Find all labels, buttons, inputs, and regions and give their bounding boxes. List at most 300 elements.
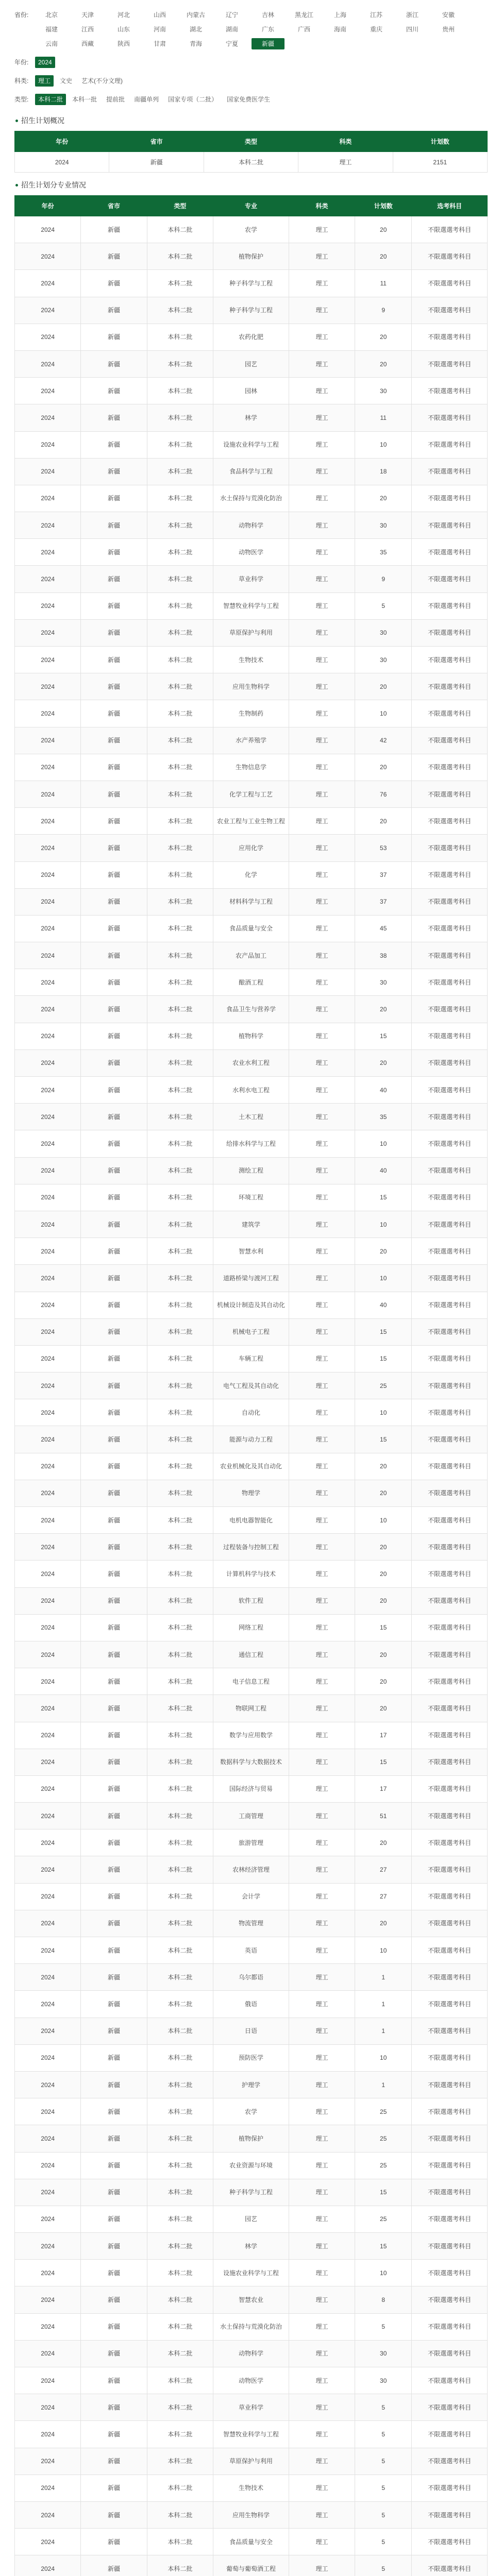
table-cell: 本科二批 <box>147 1695 213 1722</box>
table-cell: 农药化肥 <box>213 324 289 350</box>
table-cell: 本科二批 <box>147 1561 213 1587</box>
table-cell: 本科二批 <box>147 1991 213 2018</box>
table-cell: 计算机科学与技术 <box>213 1561 289 1587</box>
province-option[interactable]: 河北 <box>117 11 130 19</box>
table-cell: 76 <box>355 781 412 807</box>
table-cell: 不限選選考科目 <box>412 754 488 781</box>
table-cell: 农业资源与环境 <box>213 2152 289 2179</box>
table-cell: 45 <box>355 915 412 942</box>
table-cell: 理工 <box>289 700 355 727</box>
table-cell: 20 <box>355 1668 412 1695</box>
table-cell: 不限選選考科目 <box>412 2394 488 2421</box>
table-cell: 本科二批 <box>147 1104 213 1130</box>
province-options <box>35 9 488 53</box>
province-option[interactable]: 内蒙古 <box>186 11 205 19</box>
table-cell: 2024 <box>15 1077 81 1104</box>
table-cell: 不限選選考科目 <box>412 2206 488 2232</box>
table-cell: 37 <box>355 861 412 888</box>
table-row <box>15 2501 488 2528</box>
table-cell: 理工 <box>289 297 355 324</box>
table-row <box>15 270 488 297</box>
table-row <box>15 350 488 377</box>
table-cell: 本科二批 <box>147 942 213 969</box>
table-cell: 本科二批 <box>147 1292 213 1318</box>
table-cell: 本科二批 <box>147 2367 213 2394</box>
table-cell: 日语 <box>213 2018 289 2044</box>
table-cell: 道路桥梁与渡河工程 <box>213 1265 289 1292</box>
table-cell: 20 <box>355 1641 412 1668</box>
table-cell: 不限選選考科目 <box>412 861 488 888</box>
table-cell: 本科二批 <box>147 2421 213 2448</box>
table-row <box>15 2260 488 2286</box>
table-cell: 理工 <box>289 2125 355 2152</box>
table-cell: 20 <box>355 216 412 243</box>
table-cell: 本科二批 <box>147 1077 213 1104</box>
table-cell: 本科二批 <box>147 1049 213 1076</box>
province-option[interactable]: 辽宁 <box>225 11 238 19</box>
table-cell: 新疆 <box>81 1775 147 1802</box>
table-row <box>15 969 488 996</box>
table-cell: 理工 <box>289 619 355 646</box>
table-cell: 不限選選考科目 <box>412 1426 488 1453</box>
table-cell: 本科二批 <box>147 1130 213 1157</box>
table-cell: 本科二批 <box>147 2475 213 2501</box>
table-cell: 给排水科学与工程 <box>213 1130 289 1157</box>
table-cell: 水利水电工程 <box>213 1077 289 1104</box>
table-row <box>15 243 488 270</box>
table-cell: 本科二批 <box>147 1184 213 1211</box>
table-cell: 不限選選考科目 <box>412 1077 488 1104</box>
table-cell: 新疆 <box>81 539 147 566</box>
table-cell: 2024 <box>15 539 81 566</box>
table-cell: 理工 <box>289 2233 355 2260</box>
province-option[interactable]: 宁夏 <box>225 40 238 47</box>
province-option[interactable]: 福建 <box>45 26 58 33</box>
table-cell: 不限選選考科目 <box>412 485 488 512</box>
table-cell: 理工 <box>289 378 355 404</box>
table-cell: 电气工程及其自动化 <box>213 1372 289 1399</box>
table-cell: 不限選選考科目 <box>412 700 488 727</box>
plan-table <box>14 131 488 173</box>
table-cell: 电子信息工程 <box>213 1668 289 1695</box>
table-cell: 农学 <box>213 2098 289 2125</box>
table-cell: 10 <box>355 1211 412 1238</box>
table-row <box>15 1910 488 1937</box>
table-cell: 理工 <box>289 2286 355 2313</box>
table-cell: 25 <box>355 1372 412 1399</box>
table-cell: 不限選選考科目 <box>412 781 488 807</box>
table-cell: 20 <box>355 996 412 1023</box>
table-cell: 2024 <box>15 2206 81 2232</box>
table-cell: 园林 <box>213 378 289 404</box>
table-cell: 新疆 <box>81 1238 147 1265</box>
table-cell: 2024 <box>15 485 81 512</box>
table-cell: 20 <box>355 1829 412 1856</box>
table-cell: 理工 <box>289 969 355 996</box>
table-cell: 2024 <box>15 1964 81 1991</box>
table-row <box>15 324 488 350</box>
table-cell: 本科二批 <box>147 2018 213 2044</box>
table-cell: 30 <box>355 619 412 646</box>
table-cell: 2024 <box>15 1803 81 1829</box>
table-cell: 20 <box>355 808 412 835</box>
table-cell: 新疆 <box>81 915 147 942</box>
table-cell: 1 <box>355 1964 412 1991</box>
province-option[interactable]: 陕西 <box>117 40 130 47</box>
table-cell: 本科二批 <box>147 1641 213 1668</box>
type-filter <box>14 94 488 108</box>
table-cell: 理工 <box>289 243 355 270</box>
table-row <box>15 1480 488 1506</box>
table-cell: 理工 <box>289 861 355 888</box>
table-cell: 2024 <box>15 2340 81 2367</box>
table-cell: 新疆 <box>81 297 147 324</box>
table-cell: 测绘工程 <box>213 1157 289 1184</box>
table-cell: 2024 <box>15 1749 81 1775</box>
province-option[interactable]: 青海 <box>189 40 202 47</box>
province-option[interactable]: 江苏 <box>370 11 382 19</box>
type-option[interactable]: 本科二批 <box>35 94 66 105</box>
table-cell: 42 <box>355 727 412 754</box>
table-row <box>15 297 488 324</box>
table-cell: 30 <box>355 2340 412 2367</box>
table-cell: 2024 <box>15 1695 81 1722</box>
table-cell: 本科二批 <box>147 1426 213 1453</box>
province-option[interactable]: 吉林 <box>261 11 274 19</box>
table-cell: 草原保护与利用 <box>213 619 289 646</box>
table-cell: 园艺 <box>213 350 289 377</box>
table-cell: 2024 <box>15 1157 81 1184</box>
table-cell: 本科二批 <box>147 566 213 592</box>
table-cell: 2024 <box>15 861 81 888</box>
table-cell: 理工 <box>289 1049 355 1076</box>
table-cell: 不限選選考科目 <box>412 2152 488 2179</box>
province-option[interactable]: 安徽 <box>442 11 455 19</box>
table-row <box>15 2313 488 2340</box>
province-option[interactable]: 新疆 <box>252 38 285 49</box>
province-option[interactable]: 湖北 <box>189 26 202 33</box>
table-cell: 不限選選考科目 <box>412 216 488 243</box>
table-cell: 生物信息学 <box>213 754 289 781</box>
table-cell: 本科二批 <box>147 378 213 404</box>
table-row <box>15 2098 488 2125</box>
table-cell: 本科二批 <box>147 1587 213 1614</box>
table-cell: 新疆 <box>81 2018 147 2044</box>
table-cell: 本科二批 <box>147 1265 213 1292</box>
table-cell: 本科二批 <box>147 1318 213 1345</box>
table-cell: 不限選選考科目 <box>412 1211 488 1238</box>
table-cell: 机械电子工程 <box>213 1318 289 1345</box>
table-cell: 5 <box>355 2475 412 2501</box>
table-row <box>15 647 488 673</box>
table-cell: 新疆 <box>81 1991 147 2018</box>
table-cell: 不限選選考科目 <box>412 1345 488 1372</box>
table-cell: 理工 <box>289 350 355 377</box>
table-cell: 理工 <box>289 512 355 539</box>
province-option[interactable]: 重庆 <box>370 26 382 33</box>
table-row <box>15 216 488 243</box>
table-cell: 理工 <box>289 1803 355 1829</box>
table-cell: 新疆 <box>81 1534 147 1561</box>
table-cell: 新疆 <box>81 1049 147 1076</box>
table-cell: 不限選選考科目 <box>412 2071 488 2098</box>
table-cell: 不限選選考科目 <box>412 2018 488 2044</box>
table-cell: 理工 <box>289 1372 355 1399</box>
table-cell: 理工 <box>289 1587 355 1614</box>
table-cell: 理工 <box>289 727 355 754</box>
table-cell: 新疆 <box>81 1937 147 1964</box>
table-cell: 20 <box>355 1238 412 1265</box>
table-cell: 不限選選考科目 <box>412 2179 488 2206</box>
table-cell: 51 <box>355 1803 412 1829</box>
table-cell: 园艺 <box>213 2206 289 2232</box>
table-cell: 理工 <box>289 647 355 673</box>
table-cell: 不限選選考科目 <box>412 1561 488 1587</box>
table-cell: 国际经济与贸易 <box>213 1775 289 1802</box>
table-cell: 2024 <box>15 1211 81 1238</box>
table-cell: 本科二批 <box>147 1480 213 1506</box>
type-option[interactable]: 本科一批 <box>72 96 97 103</box>
table-cell: 新疆 <box>81 1023 147 1049</box>
table-cell: 本科二批 <box>147 673 213 700</box>
plan-header-cell: 年份 <box>15 131 109 152</box>
table-cell: 不限選選考科目 <box>412 673 488 700</box>
table-cell: 理工 <box>289 1318 355 1345</box>
table-row <box>15 1722 488 1749</box>
table-cell: 物理学 <box>213 1480 289 1506</box>
table-cell: 本科二批 <box>147 888 213 915</box>
table-cell: 新疆 <box>109 152 204 173</box>
table-cell: 本科二批 <box>147 1399 213 1426</box>
table-cell: 20 <box>355 1587 412 1614</box>
table-cell: 理工 <box>289 1561 355 1587</box>
table-cell: 新疆 <box>81 1318 147 1345</box>
table-cell: 不限選選考科目 <box>412 2233 488 2260</box>
type-options <box>35 94 488 108</box>
table-cell: 动物科学 <box>213 512 289 539</box>
table-cell: 2024 <box>15 727 81 754</box>
table-cell: 本科二批 <box>147 1775 213 1802</box>
table-cell: 2024 <box>15 673 81 700</box>
table-cell: 种子科学与工程 <box>213 2179 289 2206</box>
table-cell: 理工 <box>289 1910 355 1937</box>
table-cell: 10 <box>355 1507 412 1534</box>
table-cell: 不限選選考科目 <box>412 2098 488 2125</box>
province-option[interactable]: 山东 <box>117 26 130 33</box>
table-cell: 不限選選考科目 <box>412 808 488 835</box>
major-header-cell: 计划数 <box>355 196 412 216</box>
table-cell: 理工 <box>289 673 355 700</box>
table-row <box>15 835 488 861</box>
table-cell: 不限選選考科目 <box>412 647 488 673</box>
province-option[interactable]: 贵州 <box>442 26 455 33</box>
table-row <box>15 1829 488 1856</box>
table-cell: 2024 <box>15 1104 81 1130</box>
table-cell: 不限選選考科目 <box>412 1910 488 1937</box>
province-option[interactable]: 浙江 <box>406 11 419 19</box>
table-cell: 本科二批 <box>147 1211 213 1238</box>
year-options <box>35 57 488 71</box>
table-cell: 18 <box>355 458 412 485</box>
table-cell: 本科二批 <box>147 431 213 458</box>
table-cell: 1 <box>355 2018 412 2044</box>
province-option[interactable]: 四川 <box>406 26 419 33</box>
table-cell: 新疆 <box>81 1480 147 1506</box>
table-cell: 新疆 <box>81 350 147 377</box>
table-cell: 理工 <box>289 1749 355 1775</box>
table-cell: 新疆 <box>81 2152 147 2179</box>
table-cell: 理工 <box>289 2421 355 2448</box>
table-cell: 智慧牧业科学与工程 <box>213 2421 289 2448</box>
table-cell: 新疆 <box>81 1453 147 1480</box>
table-cell: 10 <box>355 700 412 727</box>
table-cell: 新疆 <box>81 647 147 673</box>
table-cell: 2024 <box>15 1399 81 1426</box>
table-cell: 本科二批 <box>147 2448 213 2475</box>
province-option[interactable]: 广东 <box>261 26 274 33</box>
table-cell: 本科二批 <box>147 1964 213 1991</box>
plan-header-cell: 省市 <box>109 131 204 152</box>
table-cell: 本科二批 <box>147 1614 213 1641</box>
province-option[interactable]: 上海 <box>333 11 346 19</box>
table-cell: 本科二批 <box>147 1238 213 1265</box>
table-cell: 新疆 <box>81 754 147 781</box>
table-cell: 数学与应用数学 <box>213 1722 289 1749</box>
table-cell: 本科二批 <box>147 324 213 350</box>
table-cell: 不限選選考科目 <box>412 1049 488 1076</box>
table-cell: 本科二批 <box>147 727 213 754</box>
table-cell: 新疆 <box>81 2340 147 2367</box>
subject-option[interactable]: 艺术(不分文理) <box>81 77 123 84</box>
table-cell: 理工 <box>289 1614 355 1641</box>
table-row <box>15 2529 488 2555</box>
table-cell: 软件工程 <box>213 1587 289 1614</box>
table-cell: 不限選選考科目 <box>412 1507 488 1534</box>
table-cell: 新疆 <box>81 512 147 539</box>
table-cell: 植物科学 <box>213 1023 289 1049</box>
province-option[interactable]: 海南 <box>333 26 346 33</box>
province-option[interactable]: 天津 <box>81 11 94 19</box>
table-cell: 建筑学 <box>213 1211 289 1238</box>
table-cell: 理工 <box>289 324 355 350</box>
table-cell: 25 <box>355 2098 412 2125</box>
table-cell: 5 <box>355 2501 412 2528</box>
table-cell: 新疆 <box>81 2044 147 2071</box>
table-row <box>15 1049 488 1076</box>
type-option[interactable]: 南疆单列 <box>134 96 159 103</box>
table-cell: 物联网工程 <box>213 1695 289 1722</box>
table-cell: 理工 <box>289 539 355 566</box>
table-row <box>15 1157 488 1184</box>
table-cell: 食品卫生与营养学 <box>213 996 289 1023</box>
table-cell: 不限選選考科目 <box>412 270 488 297</box>
table-row <box>15 2421 488 2448</box>
table-cell: 2024 <box>15 1856 81 1883</box>
table-cell: 不限選選考科目 <box>412 1104 488 1130</box>
table-cell: 理工 <box>289 1238 355 1265</box>
table-cell: 2024 <box>15 781 81 807</box>
province-option[interactable]: 河南 <box>153 26 166 33</box>
subject-option[interactable]: 文史 <box>60 77 73 84</box>
table-cell: 新疆 <box>81 2313 147 2340</box>
table-cell: 生物制药 <box>213 700 289 727</box>
table-cell: 食品质量与安全 <box>213 2529 289 2555</box>
table-cell: 新疆 <box>81 458 147 485</box>
province-option[interactable]: 广西 <box>297 26 310 33</box>
province-option[interactable]: 黑龙江 <box>294 11 313 19</box>
table-cell: 新疆 <box>81 1507 147 1534</box>
table-cell: 不限選選考科目 <box>412 1668 488 1695</box>
province-option[interactable]: 江西 <box>81 26 94 33</box>
table-cell: 不限選選考科目 <box>412 1292 488 1318</box>
table-cell: 本科二批 <box>147 592 213 619</box>
province-option[interactable]: 北京 <box>45 11 58 19</box>
table-cell: 理工 <box>289 1775 355 1802</box>
table-cell: 2024 <box>15 1372 81 1399</box>
table-cell: 理工 <box>289 1937 355 1964</box>
table-cell: 不限選選考科目 <box>412 1937 488 1964</box>
province-option[interactable]: 山西 <box>153 11 166 19</box>
year-option[interactable]: 2024 <box>35 57 55 68</box>
table-cell: 新疆 <box>81 1803 147 1829</box>
table-cell: 40 <box>355 1157 412 1184</box>
table-cell: 理工 <box>289 2394 355 2421</box>
table-cell: 理工 <box>289 1399 355 1426</box>
table-row <box>15 888 488 915</box>
plan-section-title-text: 招生计划概况 <box>21 116 64 125</box>
type-option[interactable]: 提前批 <box>106 96 125 103</box>
table-cell: 不限選選考科目 <box>412 1480 488 1506</box>
table-cell: 不限選選考科目 <box>412 1023 488 1049</box>
table-cell: 植物保护 <box>213 243 289 270</box>
table-cell: 2024 <box>15 404 81 431</box>
table-cell: 本科二批 <box>147 1856 213 1883</box>
table-row <box>15 404 488 431</box>
province-option[interactable]: 湖南 <box>225 26 238 33</box>
table-cell: 新疆 <box>81 727 147 754</box>
table-cell: 2151 <box>393 152 487 173</box>
table-cell: 不限選選考科目 <box>412 324 488 350</box>
table-cell: 理工 <box>289 1104 355 1130</box>
province-option[interactable]: 西藏 <box>81 40 94 47</box>
province-option[interactable]: 甘肃 <box>153 40 166 47</box>
table-cell: 新疆 <box>81 1426 147 1453</box>
table-cell: 不限選選考科目 <box>412 619 488 646</box>
table-cell: 2024 <box>15 243 81 270</box>
province-filter <box>14 9 488 53</box>
table-cell: 本科二批 <box>147 1937 213 1964</box>
table-cell: 2024 <box>15 1318 81 1345</box>
table-cell: 本科二批 <box>147 1534 213 1561</box>
table-cell: 本科二批 <box>147 270 213 297</box>
table-cell: 本科二批 <box>147 861 213 888</box>
table-cell: 新疆 <box>81 2529 147 2555</box>
table-cell: 11 <box>355 404 412 431</box>
plan-section-title <box>14 115 488 126</box>
type-option[interactable]: 国家专项（二批） <box>168 96 218 103</box>
table-row <box>15 619 488 646</box>
table-cell: 2024 <box>15 996 81 1023</box>
table-row <box>15 1534 488 1561</box>
table-cell: 本科二批 <box>147 216 213 243</box>
table-cell: 水产养殖学 <box>213 727 289 754</box>
table-row <box>15 592 488 619</box>
type-option[interactable]: 国家免费医学生 <box>227 96 271 103</box>
province-option[interactable]: 云南 <box>45 40 58 47</box>
table-cell: 不限選選考科目 <box>412 2448 488 2475</box>
subject-option[interactable]: 理工 <box>35 75 54 87</box>
table-cell: 过程装备与控制工程 <box>213 1534 289 1561</box>
